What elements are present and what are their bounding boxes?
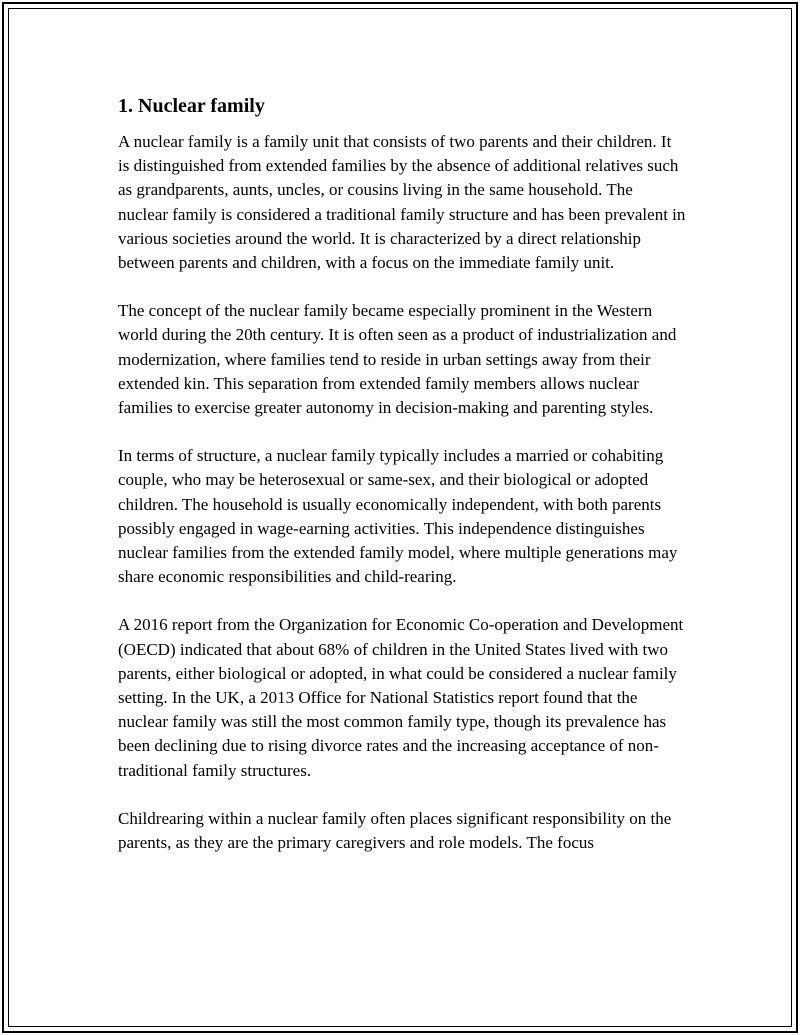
paragraph-5: Childrearing within a nuclear family often places significant responsibility on the parents, as they are the primary caregivers and role models. The focus (118, 808, 672, 853)
document-body (118, 92, 686, 879)
section-heading: 1. Nuclear family (118, 95, 265, 117)
paragraph-3: In terms of structure, a nuclear family typically includes a married or cohabiting couple, who may be heterosexual or same-sex, and their biological or adopted children. The household is usually economically independent, with both parents possibly engaged in wage-earning activities. This independence distinguishes nuclear families from the extended family model, where multiple generations may share economic responsibilities and child-rearing. (118, 446, 678, 587)
paragraph-1: A nuclear family is a family unit that consists of two parents and their children. It is distinguished from extended families by the absence of additional relatives such as grandparents, aunts, uncles, or cousins living in the same household. The nuclear family is considered a traditional family structure and has been prevalent in various societies around the world. It is characterized by a direct relationship between parents and children, with a focus on the immediate family unit. (118, 132, 686, 273)
paragraph-2: The concept of the nuclear family became especially prominent in the Western world during the 20th century. It is often seen as a product of industrialization and modernization, where families tend to reside in urban settings away from their extended kin. This separation from extended family members allows nuclear families to exercise greater autonomy in decision-making and parenting styles. (118, 301, 677, 418)
paragraph-4: A 2016 report from the Organization for Economic Co-operation and Development (OECD) indicated that about 68% of children in the United States lived with two parents, either biological or adopted, in what could be considered a nuclear family setting. In the UK, a 2013 Office for National Statistics report found that the nuclear family was still the most common family type, though its prevalence has been declining due to rising divorce rates and the increasing acceptance of non-traditional family structures. (118, 615, 684, 780)
